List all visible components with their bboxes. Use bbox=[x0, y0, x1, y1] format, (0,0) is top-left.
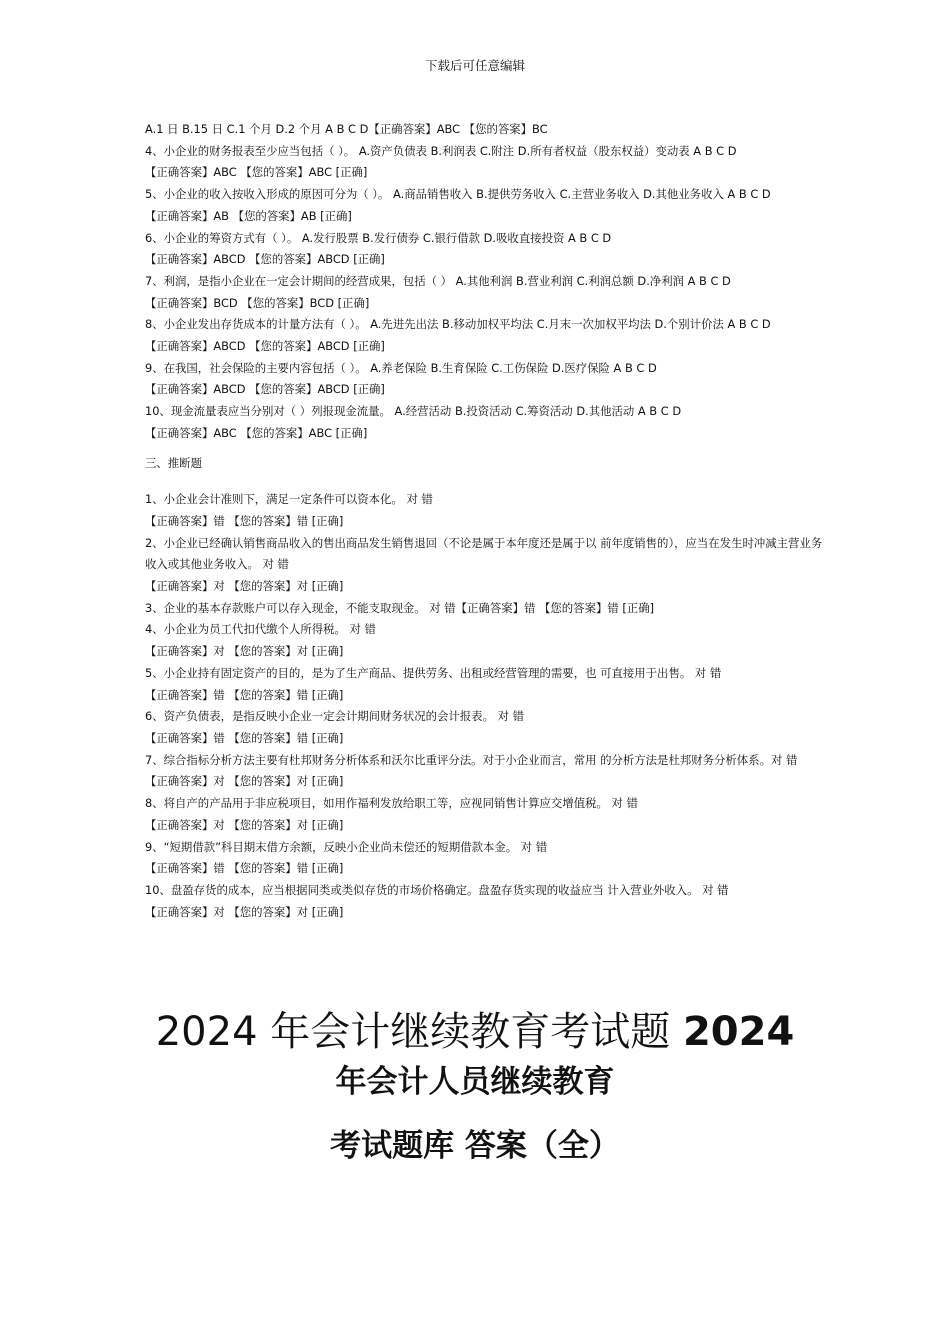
answer-line: 【正确答案】对 【您的答案】对 [正确] bbox=[145, 904, 344, 919]
section-title: 三、推断题 bbox=[145, 455, 202, 470]
question-line: 8、小企业发出存货成本的计量方法有（ ）。 A.先进先出法 B.移动加权平均法 C.月末一次加权平均法 D.个别计价法 A B C D bbox=[145, 317, 771, 332]
answer-line: 【正确答案】错 【您的答案】错 [正确] bbox=[145, 730, 344, 745]
question-line: 10、盘盈存货的成本，应当根据同类或类似存货的市场价格确定。盘盈存货实现的收益应当 计入营业外收入。 对 错 bbox=[145, 882, 729, 897]
answer-line: 【正确答案】ABCD 【您的答案】ABCD [正确] bbox=[145, 382, 385, 397]
question-line: 3、企业的基本存款账户可以存入现金，不能支取现金。 对 错【正确答案】错 【您的答案】错 [正确] bbox=[145, 600, 655, 615]
document-body bbox=[145, 119, 825, 923]
question-line: 9、在我国，社会保险的主要内容包括（ ）。 A.养老保险 B.生育保险 C.工伤保险 D.医疗保险 A B C D bbox=[145, 360, 657, 375]
question-line: 7、利润，是指小企业在一定会计期间的经营成果，包括（ ） A.其他利润 B.营业利润 C.利润总额 D.净利润 A B C D bbox=[145, 273, 731, 288]
answer-line: 【正确答案】ABC 【您的答案】ABC [正确] bbox=[145, 425, 368, 440]
answer-line: 【正确答案】错 【您的答案】错 [正确] bbox=[145, 513, 344, 528]
answer-line: 【正确答案】错 【您的答案】错 [正确] bbox=[145, 861, 344, 876]
answer-line: 【正确答案】对 【您的答案】对 [正确] bbox=[145, 644, 344, 659]
question-line: 7、综合指标分析方法主要有杜邦财务分析体系和沃尔比重评分法。对于小企业而言，常用 的分析方法是杜邦财务分析体系。对 错 bbox=[145, 752, 798, 767]
answer-line: 【正确答案】ABCD 【您的答案】ABCD [正确] bbox=[145, 252, 385, 267]
answer-line: 【正确答案】对 【您的答案】对 [正确] bbox=[145, 817, 344, 832]
document-title-line-2: 年会计人员继续教育 bbox=[335, 1064, 615, 1100]
answer-line: 【正确答案】对 【您的答案】对 [正确] bbox=[145, 774, 344, 789]
page-header: 下载后可任意编辑 bbox=[424, 58, 525, 73]
title-regular-part: 2024 年会计继续教育考试题 bbox=[155, 1009, 683, 1055]
document-title-line-3: 考试题库 答案（全） bbox=[330, 1128, 620, 1164]
question-line: 2、小企业已经确认销售商品收入的售出商品发生销售退回（不论是属于本年度还是属于以 前年度销售的），应当在发生时冲减主营业务收入或其他业务收入。 对 错 bbox=[145, 535, 823, 572]
question-line: 9、“短期借款”科目期末借方余额，反映小企业尚未偿还的短期借款本金。 对 错 bbox=[145, 839, 548, 854]
question-line: 1、小企业会计准则下，满足一定条件可以资本化。 对 错 bbox=[145, 492, 433, 507]
answer-line: 【正确答案】BCD 【您的答案】BCD [正确] bbox=[145, 295, 370, 310]
question-line: 4、小企业的财务报表至少应当包括（ ）。 A.资产负债表 B.利润表 C.附注 D.所有者权益（股东权益）变动表 A B C D bbox=[145, 143, 737, 158]
title-bold-part: 2024 bbox=[682, 1009, 795, 1055]
answer-line: 【正确答案】对 【您的答案】对 [正确] bbox=[145, 579, 344, 594]
answer-line: 【正确答案】错 【您的答案】错 [正确] bbox=[145, 687, 344, 702]
document-title-line-1 bbox=[0, 1006, 950, 1058]
question-line: 6、资产负债表，是指反映小企业一定会计期间财务状况的会计报表。 对 错 bbox=[145, 709, 524, 724]
question-line: 4、小企业为员工代扣代缴个人所得税。 对 错 bbox=[145, 622, 376, 637]
answer-line: 【正确答案】ABC 【您的答案】ABC [正确] bbox=[145, 165, 368, 180]
text-line: A.1 日 B.15 日 C.1 个月 D.2 个月 A B C D【正确答案】ABC 【您的答案】BC bbox=[145, 122, 548, 136]
answer-line: 【正确答案】AB 【您的答案】AB [正确] bbox=[145, 208, 352, 223]
question-line: 8、将自产的产品用于非应税项目，如用作福利发放给职工等，应视同销售计算应交增值税。 对 错 bbox=[145, 796, 638, 811]
question-line: 10、现金流量表应当分别对（ ）列报现金流量。 A.经营活动 B.投资活动 C.筹资活动 D.其他活动 A B C D bbox=[145, 404, 682, 419]
answer-line: 【正确答案】ABCD 【您的答案】ABCD [正确] bbox=[145, 339, 385, 354]
question-line: 5、小企业的收入按收入形成的原因可分为（ ）。 A.商品销售收入 B.提供劳务收入 C.主营业务收入 D.其他业务收入 A B C D bbox=[145, 187, 771, 202]
question-line: 6、小企业的筹资方式有（ ）。 A.发行股票 B.发行债券 C.银行借款 D.吸收直接投资 A B C D bbox=[145, 230, 612, 245]
question-line: 5、小企业持有固定资产的目的，是为了生产商品、提供劳务、出租或经营管理的需要，也 可直接用于出售。 对 错 bbox=[145, 665, 722, 680]
